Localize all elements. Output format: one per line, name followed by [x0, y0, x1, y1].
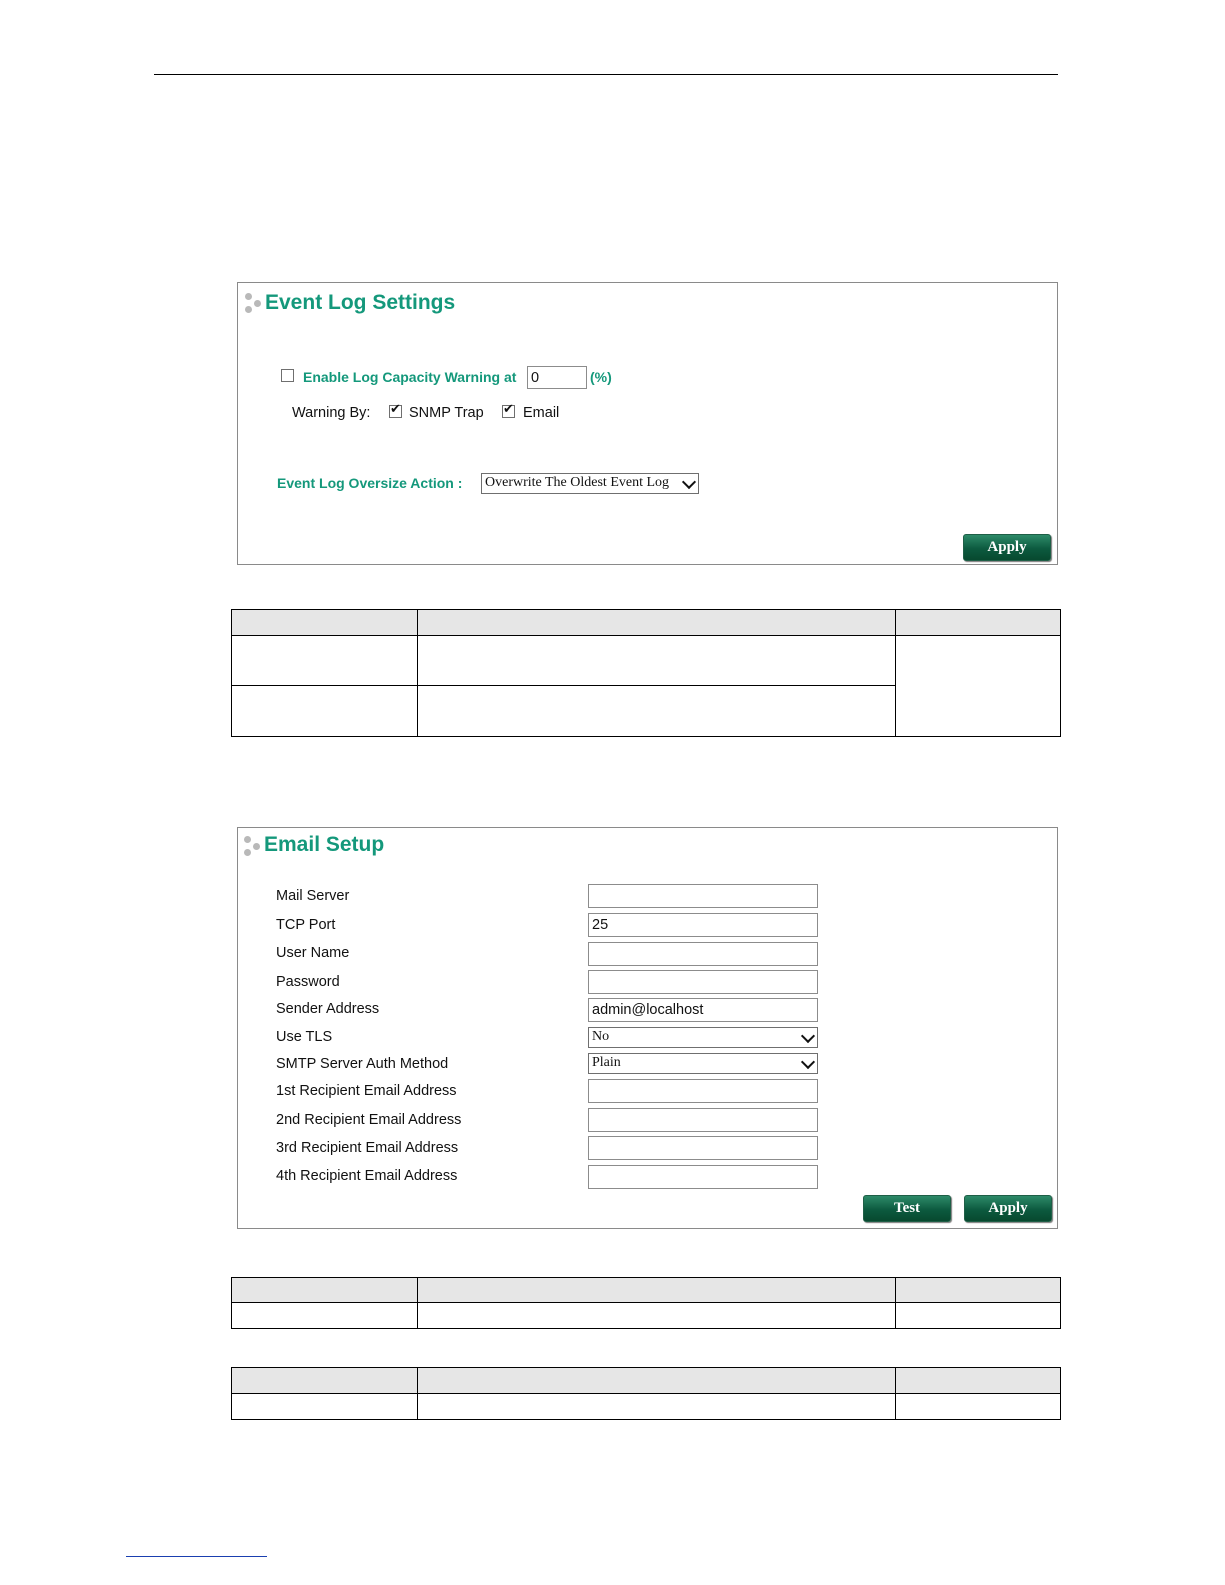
settings-table-3 [231, 1367, 1061, 1420]
panel-title: Event Log Settings [265, 291, 456, 314]
smtp-auth-method-select[interactable] [588, 1053, 818, 1074]
oversize-action-label: Event Log Oversize Action : [277, 475, 463, 491]
table-cell [232, 1394, 418, 1420]
table-cell [232, 636, 418, 686]
email-label: Email [523, 405, 560, 421]
table-header-cell [232, 1278, 418, 1303]
chevron-down-icon [801, 1029, 815, 1043]
tcp-port-label: TCP Port [276, 917, 336, 933]
snmp-trap-label: SNMP Trap [409, 405, 484, 421]
percent-label: (%) [590, 369, 612, 385]
use-tls-value: No [592, 1029, 610, 1044]
password-input[interactable] [588, 970, 818, 994]
footer-link-underline [126, 1556, 267, 1557]
table-header-cell [896, 1368, 1061, 1394]
recipient-3-label: 3rd Recipient Email Address [276, 1140, 459, 1156]
table-header-cell [418, 1368, 896, 1394]
table-cell [896, 636, 1061, 737]
table-cell [418, 636, 896, 686]
event-log-settings-panel [237, 282, 1058, 565]
table-header-cell [232, 1368, 418, 1394]
smtp-auth-method-value: Plain [592, 1055, 621, 1070]
user-name-input[interactable] [588, 942, 818, 966]
user-name-label: User Name [276, 945, 350, 961]
chevron-down-icon [682, 475, 696, 489]
email-setup-panel [237, 827, 1058, 1229]
recipient-2-label: 2nd Recipient Email Address [276, 1112, 462, 1128]
warning-by-label: Warning By: [292, 405, 371, 421]
table-header-cell [418, 610, 896, 636]
panel-title: Email Setup [264, 833, 385, 856]
settings-table-1 [231, 609, 1061, 737]
event-log-apply-button[interactable]: Apply [963, 534, 1051, 561]
dots-bullet-icon [244, 836, 264, 858]
table-header-cell [232, 610, 418, 636]
recipient-4-label: 4th Recipient Email Address [276, 1168, 458, 1184]
table-cell [232, 686, 418, 737]
email-checkbox[interactable] [502, 405, 515, 418]
capacity-warning-label: Enable Log Capacity Warning at [303, 369, 517, 385]
table-cell [896, 1303, 1061, 1329]
email-apply-button[interactable]: Apply [964, 1195, 1052, 1222]
password-label: Password [276, 974, 340, 990]
table-header-cell [896, 1278, 1061, 1303]
table-cell [896, 1394, 1061, 1420]
header-rule [154, 74, 1058, 75]
email-test-button[interactable]: Test [863, 1195, 951, 1222]
recipient-3-input[interactable] [588, 1136, 818, 1160]
oversize-action-select[interactable] [481, 473, 699, 494]
recipient-2-input[interactable] [588, 1108, 818, 1132]
dots-bullet-icon [245, 293, 265, 315]
table-cell [232, 1303, 418, 1329]
recipient-1-input[interactable] [588, 1079, 818, 1103]
oversize-action-value: Overwrite The Oldest Event Log [485, 475, 670, 490]
tcp-port-input[interactable]: 25 [588, 913, 818, 937]
settings-table-2 [231, 1277, 1061, 1329]
sender-address-input[interactable]: admin@localhost [588, 998, 818, 1022]
sender-address-label: Sender Address [276, 1001, 380, 1017]
table-cell [418, 1394, 896, 1420]
table-header-cell [418, 1278, 896, 1303]
capacity-warning-checkbox[interactable] [281, 369, 294, 382]
mail-server-label: Mail Server [276, 888, 350, 904]
use-tls-select[interactable] [588, 1027, 818, 1048]
smtp-auth-method-label: SMTP Server Auth Method [276, 1056, 449, 1072]
use-tls-label: Use TLS [276, 1029, 333, 1045]
recipient-4-input[interactable] [588, 1165, 818, 1189]
capacity-percent-input[interactable]: 0 [527, 366, 587, 389]
table-cell [418, 686, 896, 737]
table-cell [418, 1303, 896, 1329]
snmp-trap-checkbox[interactable] [389, 405, 402, 418]
mail-server-input[interactable] [588, 884, 818, 908]
table-header-cell [896, 610, 1061, 636]
recipient-1-label: 1st Recipient Email Address [276, 1083, 457, 1099]
chevron-down-icon [801, 1055, 815, 1069]
